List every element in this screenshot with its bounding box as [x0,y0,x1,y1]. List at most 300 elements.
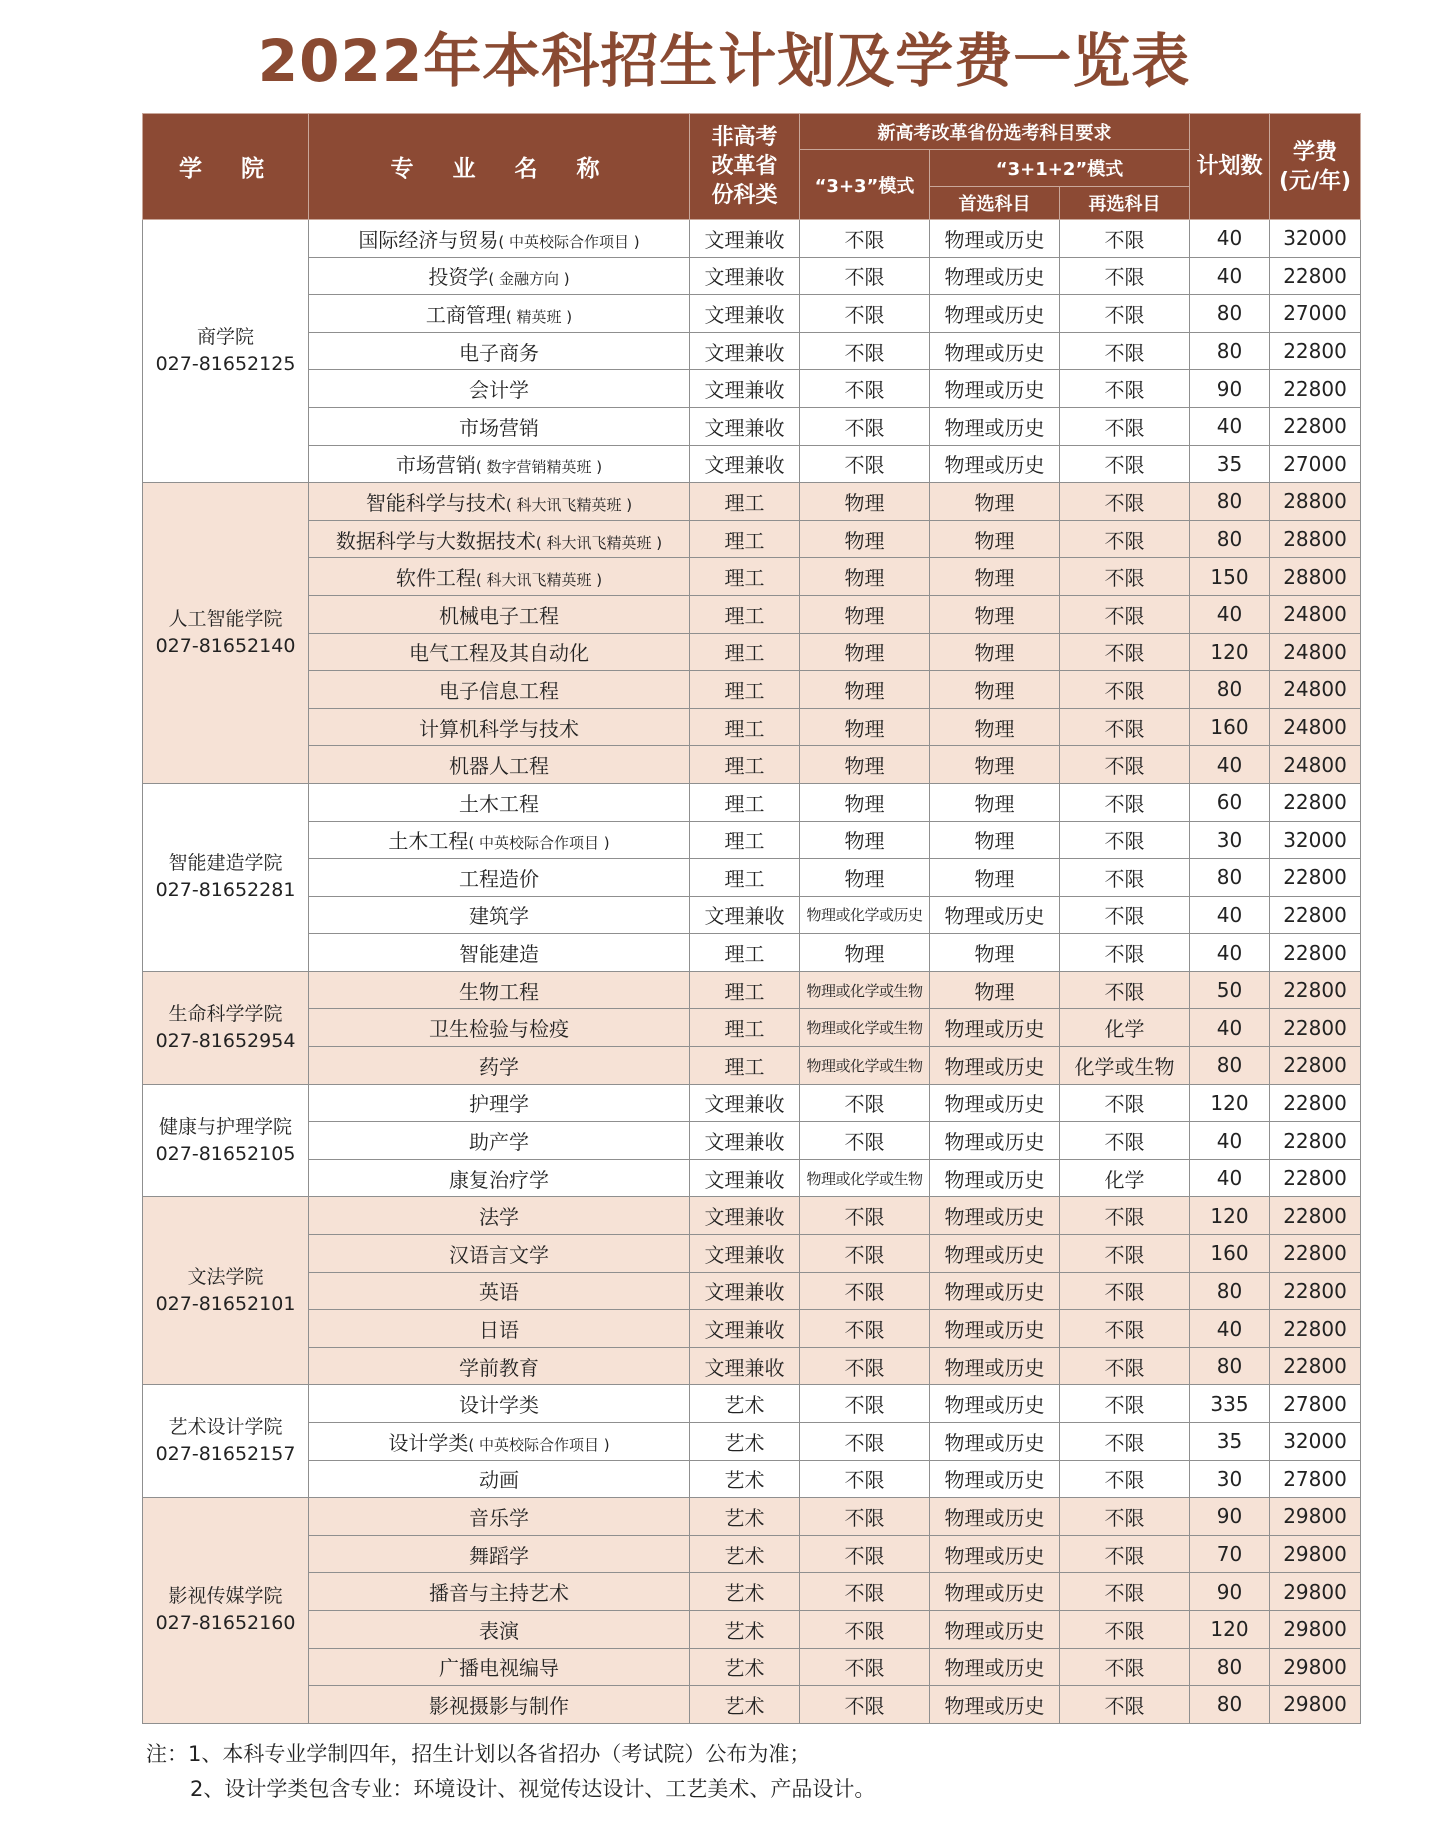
major-note: ( 科大讯飞精英班 ) [535,533,663,552]
table-row [143,1423,1361,1461]
table-body [143,220,1361,1724]
table-row [143,1648,1361,1686]
major-name: 生物工程 [459,979,539,1004]
cell-second-choice: 不限 [1060,1648,1190,1686]
college-cell [143,1084,309,1197]
header-non-reform: 非高考 改革省 份科类 [690,114,800,220]
cell-non-reform-type: 理工 [690,1009,800,1047]
cell-major [309,1498,690,1536]
cell-major [309,821,690,859]
cell-mode-33: 物理 [800,746,930,784]
major-name: 设计学类 [459,1393,539,1418]
major-name: 助产学 [469,1130,529,1155]
table-row [143,1047,1361,1085]
cell-non-reform-type: 理工 [690,633,800,671]
cell-tuition-fee: 22800 [1270,257,1361,295]
cell-tuition-fee: 28800 [1270,520,1361,558]
cell-non-reform-type: 文理兼收 [690,220,800,258]
cell-non-reform-type: 理工 [690,558,800,596]
table-row [143,595,1361,633]
major-name: 康复治疗学 [449,1167,549,1192]
cell-first-choice: 物理或历史 [930,1272,1060,1310]
cell-non-reform-type: 艺术 [690,1686,800,1724]
cell-tuition-fee: 32000 [1270,1423,1361,1461]
cell-plan-count: 80 [1190,295,1270,333]
cell-plan-count: 40 [1190,1310,1270,1348]
cell-first-choice: 物理 [930,708,1060,746]
college-phone: 027-81652105 [155,1142,296,1165]
cell-plan-count: 40 [1190,407,1270,445]
cell-tuition-fee: 22800 [1270,1235,1361,1273]
table-row [143,295,1361,333]
college-name: 文法学院 [187,1265,264,1288]
college-cell [143,971,309,1084]
cell-mode-33: 物理或化学或生物 [800,971,930,1009]
cell-plan-count: 30 [1190,1460,1270,1498]
cell-major [309,332,690,370]
cell-plan-count: 80 [1190,1347,1270,1385]
cell-major [309,1385,690,1423]
cell-mode-33: 不限 [800,257,930,295]
cell-major [309,558,690,596]
cell-tuition-fee: 29800 [1270,1498,1361,1536]
major-name: 智能建造 [459,942,539,967]
cell-plan-count: 80 [1190,332,1270,370]
cell-tuition-fee: 22800 [1270,407,1361,445]
cell-non-reform-type: 文理兼收 [690,445,800,483]
cell-plan-count: 35 [1190,445,1270,483]
cell-plan-count: 120 [1190,1197,1270,1235]
major-name: 市场营销 [395,453,476,478]
cell-first-choice: 物理或历史 [930,1686,1060,1724]
cell-mode-33: 不限 [800,1573,930,1611]
cell-second-choice: 不限 [1060,257,1190,295]
major-name: 智能科学与技术 [365,490,506,515]
table-row [143,1460,1361,1498]
cell-mode-33: 物理或化学或生物 [800,1047,930,1085]
cell-plan-count: 80 [1190,1047,1270,1085]
cell-major [309,1197,690,1235]
college-cell [143,783,309,971]
cell-major [309,934,690,972]
cell-tuition-fee: 24800 [1270,671,1361,709]
major-name: 会计学 [469,378,529,403]
cell-second-choice: 不限 [1060,1084,1190,1122]
cell-second-choice: 不限 [1060,708,1190,746]
table-row [143,445,1361,483]
cell-major [309,896,690,934]
cell-plan-count: 40 [1190,595,1270,633]
cell-major [309,1235,690,1273]
table-row [143,1686,1361,1724]
college-name: 影视传媒学院 [168,1585,283,1608]
table-row [143,1084,1361,1122]
footnote-2: 2、设计学类包含专业：环境设计、视觉传达设计、工艺美术、产品设计。 [190,1777,876,1801]
cell-major [309,595,690,633]
cell-non-reform-type: 理工 [690,483,800,521]
cell-mode-33: 物理 [800,934,930,972]
cell-second-choice: 不限 [1060,520,1190,558]
cell-mode-33: 物理 [800,595,930,633]
cell-major [309,257,690,295]
college-phone: 027-81652125 [155,353,296,376]
cell-non-reform-type: 文理兼收 [690,332,800,370]
cell-mode-33: 不限 [800,1648,930,1686]
cell-non-reform-type: 艺术 [690,1385,800,1423]
major-name: 卫生检验与检疫 [429,1017,569,1042]
major-name: 广播电视编导 [439,1656,559,1681]
footnotes [146,1737,875,1807]
cell-first-choice: 物理 [930,783,1060,821]
cell-first-choice: 物理 [930,934,1060,972]
cell-first-choice: 物理 [930,595,1060,633]
cell-non-reform-type: 理工 [690,971,800,1009]
cell-second-choice: 不限 [1060,1272,1190,1310]
cell-major [309,971,690,1009]
cell-major [309,783,690,821]
cell-first-choice: 物理或历史 [930,1498,1060,1536]
table-row [143,483,1361,521]
cell-plan-count: 80 [1190,1272,1270,1310]
cell-first-choice: 物理或历史 [930,1047,1060,1085]
cell-first-choice: 物理或历史 [930,1385,1060,1423]
cell-plan-count: 40 [1190,257,1270,295]
cell-plan-count: 80 [1190,1686,1270,1724]
college-name: 健康与护理学院 [158,1115,292,1138]
cell-second-choice: 不限 [1060,220,1190,258]
cell-tuition-fee: 29800 [1270,1648,1361,1686]
header-reform-group: 新高考改革省份选考科目要求 [800,114,1190,150]
major-name: 电气工程及其自动化 [409,641,589,666]
table-row [143,1009,1361,1047]
cell-non-reform-type: 艺术 [690,1573,800,1611]
cell-tuition-fee: 24800 [1270,746,1361,784]
page-title: 2022年本科招生计划及学费一览表 [257,27,1191,95]
cell-plan-count: 80 [1190,520,1270,558]
cell-tuition-fee: 24800 [1270,633,1361,671]
cell-tuition-fee: 27000 [1270,295,1361,333]
cell-non-reform-type: 理工 [690,671,800,709]
cell-major [309,1159,690,1197]
major-name: 动画 [479,1468,519,1493]
college-phone: 027-81652160 [155,1612,296,1635]
cell-major [309,1535,690,1573]
cell-major [309,1310,690,1348]
cell-first-choice: 物理或历史 [930,332,1060,370]
cell-second-choice: 不限 [1060,407,1190,445]
cell-mode-33: 不限 [800,1423,930,1461]
cell-major [309,1423,690,1461]
major-name: 学前教育 [459,1355,539,1380]
cell-plan-count: 80 [1190,483,1270,521]
cell-tuition-fee: 22800 [1270,971,1361,1009]
major-name: 工商管理 [425,302,506,327]
cell-mode-33: 不限 [800,220,930,258]
cell-non-reform-type: 理工 [690,520,800,558]
cell-second-choice: 不限 [1060,1235,1190,1273]
cell-tuition-fee: 28800 [1270,558,1361,596]
cell-plan-count: 80 [1190,671,1270,709]
major-name: 设计学类 [388,1430,469,1455]
footnote-1: 注：1、本科专业学制四年，招生计划以各省招办（考试院）公布为准； [146,1742,811,1766]
cell-plan-count: 120 [1190,633,1270,671]
cell-tuition-fee: 24800 [1270,595,1361,633]
cell-non-reform-type: 文理兼收 [690,1197,800,1235]
table-row [143,407,1361,445]
cell-non-reform-type: 理工 [690,746,800,784]
college-name: 商学院 [196,326,254,349]
table-row [143,1159,1361,1197]
major-name: 投资学 [428,265,489,290]
cell-first-choice: 物理 [930,671,1060,709]
cell-second-choice: 不限 [1060,1122,1190,1160]
cell-plan-count: 120 [1190,1084,1270,1122]
cell-mode-33: 不限 [800,1686,930,1724]
cell-tuition-fee: 22800 [1270,370,1361,408]
table-row [143,1235,1361,1273]
cell-second-choice: 不限 [1060,558,1190,596]
table-row [143,1385,1361,1423]
header-fee: 学费 (元/年) [1270,114,1361,220]
table-row [143,1498,1361,1536]
header-second-choice: 再选科目 [1060,187,1190,220]
cell-second-choice: 化学 [1060,1159,1190,1197]
table-row [143,257,1361,295]
cell-non-reform-type: 文理兼收 [690,370,800,408]
table-row [143,558,1361,596]
cell-second-choice: 不限 [1060,332,1190,370]
cell-major [309,1648,690,1686]
cell-major [309,483,690,521]
cell-second-choice: 不限 [1060,821,1190,859]
cell-plan-count: 40 [1190,746,1270,784]
cell-major [309,520,690,558]
cell-tuition-fee: 22800 [1270,859,1361,897]
cell-first-choice: 物理或历史 [930,407,1060,445]
cell-plan-count: 90 [1190,370,1270,408]
cell-first-choice: 物理或历史 [930,257,1060,295]
cell-non-reform-type: 艺术 [690,1498,800,1536]
cell-mode-33: 不限 [800,295,930,333]
cell-second-choice: 不限 [1060,1460,1190,1498]
cell-major [309,1347,690,1385]
major-name: 工程造价 [459,866,539,891]
table-row [143,633,1361,671]
cell-non-reform-type: 文理兼收 [690,1235,800,1273]
cell-tuition-fee: 27000 [1270,445,1361,483]
cell-plan-count: 160 [1190,1235,1270,1273]
cell-plan-count: 50 [1190,971,1270,1009]
cell-mode-33: 物理或化学或生物 [800,1009,930,1047]
cell-first-choice: 物理 [930,483,1060,521]
major-name: 机器人工程 [449,754,549,779]
cell-first-choice: 物理或历史 [930,1084,1060,1122]
cell-second-choice: 不限 [1060,595,1190,633]
cell-first-choice: 物理或历史 [930,1535,1060,1573]
cell-second-choice: 不限 [1060,1423,1190,1461]
cell-plan-count: 60 [1190,783,1270,821]
cell-mode-33: 不限 [800,1122,930,1160]
cell-non-reform-type: 理工 [690,595,800,633]
cell-tuition-fee: 22800 [1270,1310,1361,1348]
cell-mode-33: 物理 [800,783,930,821]
cell-mode-33: 不限 [800,1535,930,1573]
cell-first-choice: 物理或历史 [930,1197,1060,1235]
cell-plan-count: 40 [1190,1009,1270,1047]
cell-mode-33: 不限 [800,1385,930,1423]
cell-first-choice: 物理 [930,821,1060,859]
cell-tuition-fee: 32000 [1270,220,1361,258]
cell-first-choice: 物理或历史 [930,1347,1060,1385]
cell-tuition-fee: 29800 [1270,1610,1361,1648]
cell-non-reform-type: 文理兼收 [690,257,800,295]
major-name: 法学 [479,1205,519,1230]
college-cell [143,483,309,784]
table-row [143,370,1361,408]
cell-non-reform-type: 艺术 [690,1460,800,1498]
cell-mode-33: 物理或化学或历史 [800,896,930,934]
college-cell [143,220,309,483]
cell-first-choice: 物理或历史 [930,445,1060,483]
table-row [143,746,1361,784]
cell-second-choice: 不限 [1060,1610,1190,1648]
college-cell [143,1498,309,1724]
cell-plan-count: 80 [1190,1648,1270,1686]
cell-mode-33: 物理 [800,633,930,671]
cell-second-choice: 不限 [1060,1535,1190,1573]
cell-non-reform-type: 文理兼收 [690,295,800,333]
cell-mode-33: 不限 [800,1610,930,1648]
college-phone: 027-81652281 [155,879,296,902]
cell-tuition-fee: 32000 [1270,821,1361,859]
cell-non-reform-type: 理工 [690,859,800,897]
cell-second-choice: 不限 [1060,1310,1190,1348]
major-name: 软件工程 [395,566,476,591]
college-name: 人工智能学院 [168,608,283,631]
cell-non-reform-type: 文理兼收 [690,407,800,445]
college-phone: 027-81652954 [155,1029,296,1052]
cell-major [309,1047,690,1085]
cell-plan-count: 40 [1190,934,1270,972]
cell-plan-count: 70 [1190,1535,1270,1573]
table-row [143,783,1361,821]
cell-non-reform-type: 文理兼收 [690,1084,800,1122]
cell-major [309,1686,690,1724]
college-name: 生命科学学院 [168,1002,283,1025]
cell-non-reform-type: 理工 [690,934,800,972]
cell-plan-count: 90 [1190,1573,1270,1611]
major-note: ( 中英校际合作项目 ) [468,834,610,853]
cell-mode-33: 物理 [800,708,930,746]
cell-major [309,859,690,897]
cell-non-reform-type: 文理兼收 [690,1310,800,1348]
cell-first-choice: 物理或历史 [930,1122,1060,1160]
cell-mode-33: 不限 [800,1235,930,1273]
cell-mode-33: 不限 [800,1310,930,1348]
major-name: 药学 [479,1054,519,1079]
cell-second-choice: 不限 [1060,1498,1190,1536]
cell-first-choice: 物理或历史 [930,1573,1060,1611]
cell-non-reform-type: 艺术 [690,1535,800,1573]
cell-plan-count: 150 [1190,558,1270,596]
cell-first-choice: 物理 [930,633,1060,671]
cell-tuition-fee: 22800 [1270,783,1361,821]
major-name: 舞蹈学 [469,1543,529,1568]
cell-mode-33: 不限 [800,445,930,483]
cell-tuition-fee: 29800 [1270,1686,1361,1724]
cell-major [309,445,690,483]
cell-first-choice: 物理或历史 [930,295,1060,333]
header-college: 学 院 [143,114,309,220]
cell-first-choice: 物理或历史 [930,370,1060,408]
cell-tuition-fee: 22800 [1270,1009,1361,1047]
cell-plan-count: 40 [1190,1122,1270,1160]
cell-major [309,407,690,445]
cell-major [309,671,690,709]
cell-plan-count: 335 [1190,1385,1270,1423]
cell-mode-33: 不限 [800,332,930,370]
table-row [143,220,1361,258]
cell-second-choice: 不限 [1060,783,1190,821]
cell-second-choice: 不限 [1060,971,1190,1009]
cell-major [309,633,690,671]
major-name: 土木工程 [459,791,539,816]
cell-mode-33: 不限 [800,1197,930,1235]
cell-first-choice: 物理或历史 [930,1235,1060,1273]
major-name: 电子信息工程 [439,678,559,703]
cell-major [309,295,690,333]
cell-mode-33: 物理或化学或生物 [800,1159,930,1197]
major-note: ( 科大讯飞精英班 ) [475,571,603,590]
cell-mode-33: 物理 [800,671,930,709]
cell-second-choice: 不限 [1060,633,1190,671]
cell-non-reform-type: 文理兼收 [690,1159,800,1197]
cell-first-choice: 物理或历史 [930,1159,1060,1197]
table-row [143,1310,1361,1348]
cell-major [309,1009,690,1047]
college-phone: 027-81652157 [155,1443,296,1466]
college-phone: 027-81652140 [155,635,296,658]
cell-non-reform-type: 理工 [690,821,800,859]
cell-second-choice: 不限 [1060,1573,1190,1611]
major-name: 英语 [479,1280,519,1305]
table-row [143,859,1361,897]
major-name: 数据科学与大数据技术 [335,528,536,553]
cell-tuition-fee: 22800 [1270,332,1361,370]
cell-first-choice: 物理或历史 [930,1460,1060,1498]
cell-non-reform-type: 理工 [690,708,800,746]
cell-plan-count: 40 [1190,1159,1270,1197]
cell-tuition-fee: 22800 [1270,896,1361,934]
cell-first-choice: 物理 [930,746,1060,784]
table-row [143,1347,1361,1385]
cell-mode-33: 不限 [800,1084,930,1122]
cell-first-choice: 物理或历史 [930,220,1060,258]
cell-first-choice: 物理或历史 [930,1423,1060,1461]
cell-second-choice: 化学或生物 [1060,1047,1190,1085]
major-name: 日语 [479,1318,519,1343]
cell-plan-count: 40 [1190,896,1270,934]
cell-tuition-fee: 22800 [1270,1159,1361,1197]
cell-second-choice: 不限 [1060,370,1190,408]
major-name: 音乐学 [469,1505,529,1530]
cell-tuition-fee: 22800 [1270,1084,1361,1122]
cell-first-choice: 物理或历史 [930,1610,1060,1648]
cell-plan-count: 160 [1190,708,1270,746]
table-row [143,708,1361,746]
cell-second-choice: 不限 [1060,295,1190,333]
major-name: 机械电子工程 [439,603,559,628]
